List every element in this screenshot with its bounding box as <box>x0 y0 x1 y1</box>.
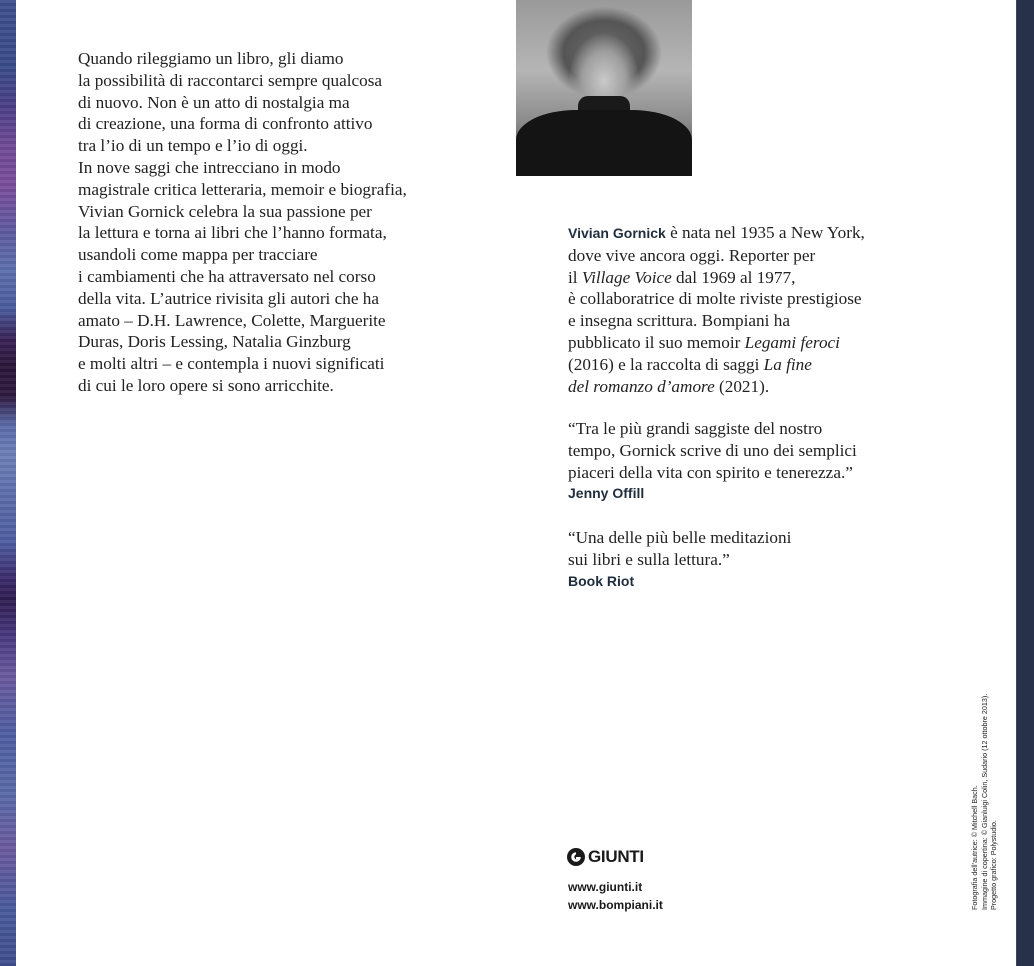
blurb-line: e molti altri – e contempla i nuovi significati <box>78 354 385 374</box>
publication-title: Village Voice <box>581 267 672 287</box>
blurb-line: tra l’io di un tempo e l’io di oggi. <box>78 136 308 156</box>
author-photo-sweater <box>516 110 692 176</box>
cover-fold-right-strip <box>1016 0 1034 966</box>
quote-line: “Tra le più grandi saggiste del nostro <box>568 419 823 438</box>
quote-line: tempo, Gornick scrive di uno dei semplici <box>568 440 857 460</box>
giunti-g-logo-icon <box>566 847 586 867</box>
book-title: Legami feroci <box>744 332 840 352</box>
blurb-line: Quando rileggiamo un libro, gli diamo <box>78 49 344 68</box>
quote-line: sui libri e sulla lettura.” <box>568 549 730 569</box>
bio-line: è collaboratrice di molte riviste prestigiose <box>568 289 862 309</box>
quote-line: piaceri della vita con spirito e tenerezza.” <box>568 462 853 482</box>
bio-line: il Village Voice dal 1969 al 1977, <box>568 267 796 287</box>
blurb-line: della vita. L’autrice rivisita gli autori che ha <box>78 288 379 308</box>
credit-line: Progetto grafico: Polystudio. <box>989 820 998 910</box>
review-quote <box>568 418 928 503</box>
review-quote <box>568 527 928 591</box>
publisher-name: GIUNTI <box>588 847 644 866</box>
blurb-line: amato – D.H. Lawrence, Colette, Marguerite <box>78 310 386 330</box>
bio-line: del romanzo d’amore (2021). <box>568 376 770 396</box>
blurb-line: di cui le loro opere si sono arricchite. <box>78 375 334 395</box>
author-bio <box>568 222 928 397</box>
quote-line: “Una delle più belle meditazioni <box>568 528 792 547</box>
blurb-line: In nove saggi che intrecciano in modo <box>78 157 341 177</box>
blurb-line: usandoli come mappa per tracciare <box>78 245 318 265</box>
book-title: La fine <box>763 354 812 374</box>
bio-line: Vivian Gornick è nata nel 1935 a New York, <box>568 223 865 242</box>
publisher-links <box>568 878 663 914</box>
bio-line: pubblicato il suo memoir Legami feroci <box>568 332 840 352</box>
bio-line: dove vive ancora oggi. Reporter per <box>568 245 816 265</box>
publisher-logo <box>566 847 644 867</box>
quote-attribution: Book Riot <box>568 572 635 589</box>
quote-attribution: Jenny Offill <box>568 485 645 502</box>
author-name: Vivian Gornick <box>568 225 666 241</box>
blurb-line: la lettura e torna ai libri che l’hanno formata, <box>78 223 387 243</box>
author-photo <box>516 0 692 176</box>
bio-line: e insegna scrittura. Bompiani ha <box>568 311 790 331</box>
giunti-website-link[interactable]: www.giunti.it <box>568 880 643 894</box>
blurb-line: magistrale critica letteraria, memoir e biografia, <box>78 179 407 199</box>
book-title: del romanzo d’amore <box>568 376 715 396</box>
blurb-line: Vivian Gornick celebra la sua passione per <box>78 201 372 221</box>
credit-line: Immagine di copertina: © Gianluigi Colin, Sudario (12 ottobre 2013). <box>979 693 989 910</box>
cover-spine-left-strip <box>0 0 16 966</box>
bompiani-website-link[interactable]: www.bompiani.it <box>568 898 663 912</box>
credit-line: Fotografia dell’autrice: © Mitchell Bach. <box>970 785 979 910</box>
book-blurb <box>78 48 498 397</box>
image-credits <box>970 694 999 910</box>
bio-line: (2016) e la raccolta di saggi La fine <box>568 354 812 374</box>
blurb-line: la possibilità di raccontarci sempre qualcosa <box>78 70 383 90</box>
blurb-line: di nuovo. Non è un atto di nostalgia ma <box>78 92 350 112</box>
blurb-line: di creazione, una forma di confronto attivo <box>78 114 373 134</box>
blurb-line: Duras, Doris Lessing, Natalia Ginzburg <box>78 332 351 352</box>
blurb-line: i cambiamenti che ha attraversato nel corso <box>78 266 376 286</box>
